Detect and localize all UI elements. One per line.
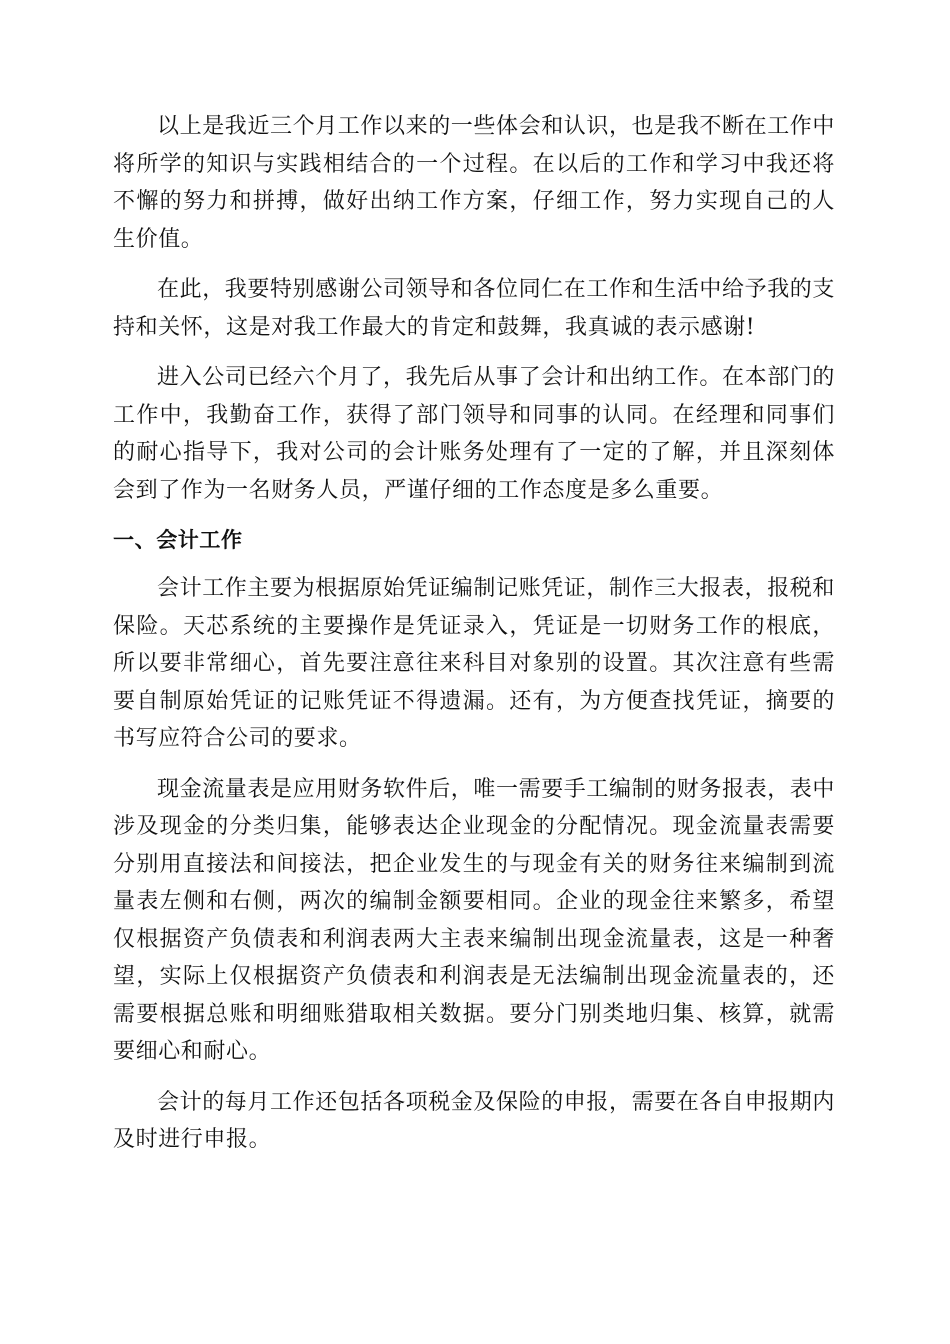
- document-page: [113, 108, 835, 1172]
- paragraph-accounting-work: 会计工作主要为根据原始凭证编制记账凭证，制作三大报表，报税和保险。天芯系统的主要操作是凭证录入，凭证是一切财务工作的根底，所以要非常细心，首先要注意往来科目对象别的设置。其次注意有些需要自制原始凭证的记账凭证不得遗漏。还有，为方便查找凭证，摘要的书写应符合公司的要求。: [113, 576, 836, 751]
- paragraph-summary: 以上是我近三个月工作以来的一些体会和认识，也是我不断在工作中将所学的知识与实践相结合的一个过程。在以后的工作和学习中我还将不懈的努力和拼搏，做好出纳工作方案，仔细工作，努力实现自己的人生价值。: [113, 114, 836, 252]
- paragraph-thanks: 在此，我要特别感谢公司领导和各位同仁在工作和生活中给予我的支持和关怀，这是对我工作最大的肯定和鼓舞，我真诚的表示感谢!: [113, 277, 836, 340]
- paragraph-tax-declaration: 会计的每月工作还包括各项税金及保险的申报，需要在各自申报期内及时进行申报。: [113, 1089, 836, 1152]
- paragraph-cash-flow: 现金流量表是应用财务软件后，唯一需要手工编制的财务报表，表中涉及现金的分类归集，能够表达企业现金的分配情况。现金流量表需要分别用直接法和间接法，把企业发生的与现金有关的财务往来编制到流量表左侧和右侧，两次的编制金额要相同。企业的现金往来繁多，希望仅根据资产负债表和利润表两大主表来编制出现金流量表，这是一种奢望，实际上仅根据资产负债表和利润表是无法编制出现金流量表的，还需要根据总账和明细账猎取相关数据。要分门别类地归集、核算，就需要细心和耐心。: [113, 776, 836, 1064]
- section-heading-accounting: 一、会计工作: [113, 528, 243, 552]
- paragraph-intro: 进入公司已经六个月了，我先后从事了会计和出纳工作。在本部门的工作中，我勤奋工作，获得了部门领导和同事的认同。在经理和同事们的耐心指导下，我对公司的会计账务处理有了一定的了解，并且深刻体会到了作为一名财务人员，严谨仔细的工作态度是多么重要。: [113, 365, 836, 503]
